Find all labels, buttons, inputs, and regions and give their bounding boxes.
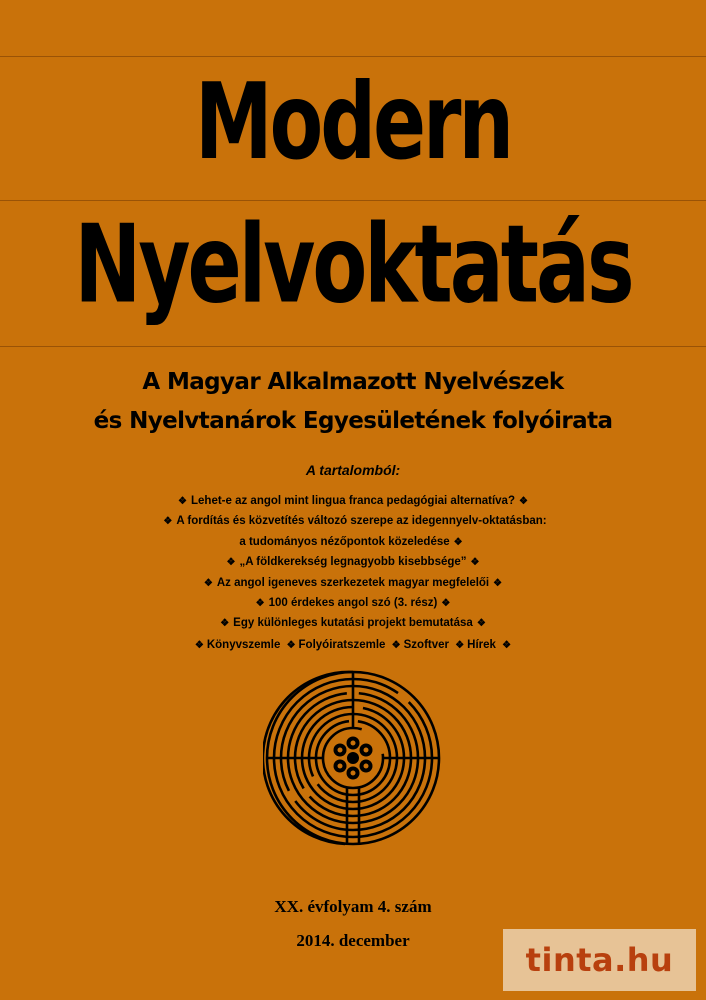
contents-item (0, 511, 706, 531)
contents-item (0, 593, 706, 613)
bullet-icon: ❖ (470, 557, 480, 569)
contents-item-text: „A földkerekség legnagyobb kisebbsége” (239, 556, 467, 569)
contents-item (0, 532, 706, 552)
section-journal-review: Folyóiratszemle (298, 639, 386, 651)
contents-item-text: A fordítás és közvetítés változó szerepe az idegennyelv-oktatásban: (176, 515, 547, 528)
section-book-review: Könyvszemle (206, 639, 281, 651)
title-line-2: Nyelvoktatás (74, 201, 632, 328)
contents-item (0, 613, 706, 633)
labyrinth-icon (263, 668, 443, 848)
bullet-icon: ❖ (203, 577, 213, 589)
bullet-icon: ❖ (518, 496, 528, 507)
section-news: Hírek (467, 639, 496, 651)
contents-item-text: Az angol igeneves szerkezetek magyar megfelelői (216, 576, 490, 589)
bullet-icon: ❖ (178, 496, 187, 507)
bullet-icon: ❖ (286, 640, 296, 651)
contents-item-text: Lehet-e az angol mint lingua franca pedagógiai alternatíva? (191, 495, 515, 507)
bullet-icon: ❖ (476, 618, 486, 630)
contents-item (0, 491, 706, 511)
title-line-1: Modern (195, 62, 511, 184)
bullet-icon: ❖ (194, 640, 204, 651)
bullet-icon: ❖ (163, 516, 173, 528)
bullet-icon: ❖ (453, 536, 463, 548)
watermark-text: tinta.hu (525, 941, 674, 979)
bullet-icon: ❖ (455, 640, 465, 651)
subtitle-line-1: A Magyar Alkalmazott Nyelvészek (142, 369, 564, 395)
contents-heading: A tartalomból: (305, 462, 401, 478)
bullet-icon: ❖ (391, 640, 401, 651)
bullet-icon: ❖ (441, 597, 451, 609)
issue-number: XX. évfolyam 4. szám (274, 897, 432, 916)
bullet-icon: ❖ (220, 618, 230, 630)
rule-top (0, 56, 706, 57)
contents-item (0, 573, 706, 593)
bullet-icon: ❖ (255, 597, 265, 609)
subtitle-line-2: és Nyelvtanárok Egyesületének folyóirata (93, 408, 613, 434)
contents-list (0, 491, 706, 634)
bullet-icon: ❖ (493, 577, 503, 589)
section-software: Szoftver (403, 639, 449, 651)
bullet-icon: ❖ (502, 640, 512, 651)
contents-item-text: Egy különleges kutatási projekt bemutatása (233, 617, 473, 630)
contents-item-text: a tudományos nézőpontok közeledése (239, 535, 450, 548)
sections-line (0, 639, 706, 651)
bullet-icon: ❖ (226, 557, 236, 569)
watermark-badge[interactable] (503, 929, 696, 991)
contents-item-text: 100 érdekes angol szó (3. rész) (268, 596, 438, 609)
rule-bottom (0, 346, 706, 347)
issue-date: 2014. december (296, 931, 410, 950)
contents-item (0, 552, 706, 572)
